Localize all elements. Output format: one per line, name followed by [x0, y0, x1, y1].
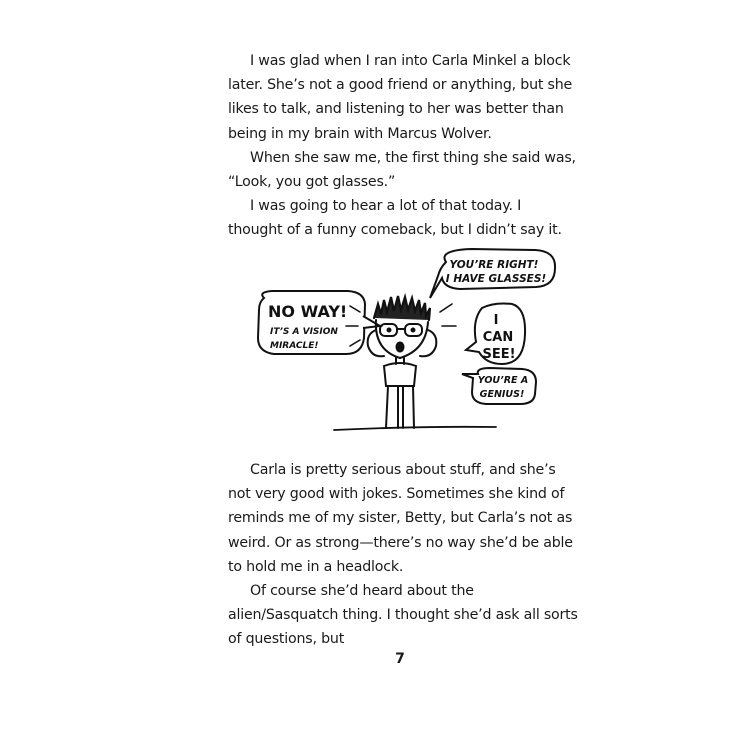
bubble-left-line2: IT’S A VISION	[270, 327, 338, 337]
paragraph-4: Carla is pretty serious about stuff, and she’s not very good with jokes. Sometimes she kind of reminds me of my sister, Betty, but Carla’s not as weird. Or as strong—there’s no way she’d be able to hold me in a headlock.	[228, 462, 573, 575]
speech-bubble-no-way	[258, 291, 380, 354]
speech-bubble-genius	[462, 368, 536, 404]
bubble-left-line1: NO WAY!	[268, 302, 348, 321]
bubble-left-line3: MIRACLE!	[270, 341, 319, 351]
cartoon-illustration	[250, 246, 570, 446]
bubble-mid-line3: SEE!	[482, 347, 516, 362]
paragraph-5: Of course she’d heard about the alien/Sasquatch thing. I thought she’d ask all sorts of questions, but	[228, 583, 578, 648]
paragraph-2: When she saw me, the first thing she said was, “Look, you got glasses.”	[228, 150, 576, 191]
bubble-mid-line1: I	[493, 313, 499, 328]
paragraph-1: I was glad when I ran into Carla Minkel a block later. She’s not a good friend or anything, but she likes to talk, and listening to her was better than being in my brain with Marcus Wolver.	[228, 53, 573, 142]
page-number: 7	[395, 651, 405, 667]
bubble-top-line1: YOU’RE RIGHT!	[449, 259, 539, 271]
speech-bubble-i-can-see	[466, 304, 525, 365]
bubble-mid-line2: CAN	[482, 330, 514, 345]
paragraph-3: I was going to hear a lot of that today. I thought of a funny comeback, but I didn’t say it.	[228, 198, 562, 239]
bubble-bottom-line2: GENIUS!	[479, 389, 525, 400]
bubble-top-line2: I HAVE GLASSES!	[445, 273, 547, 285]
speech-bubble-you-are-right	[430, 249, 555, 298]
bubble-bottom-line1: YOU’RE A	[477, 375, 529, 386]
